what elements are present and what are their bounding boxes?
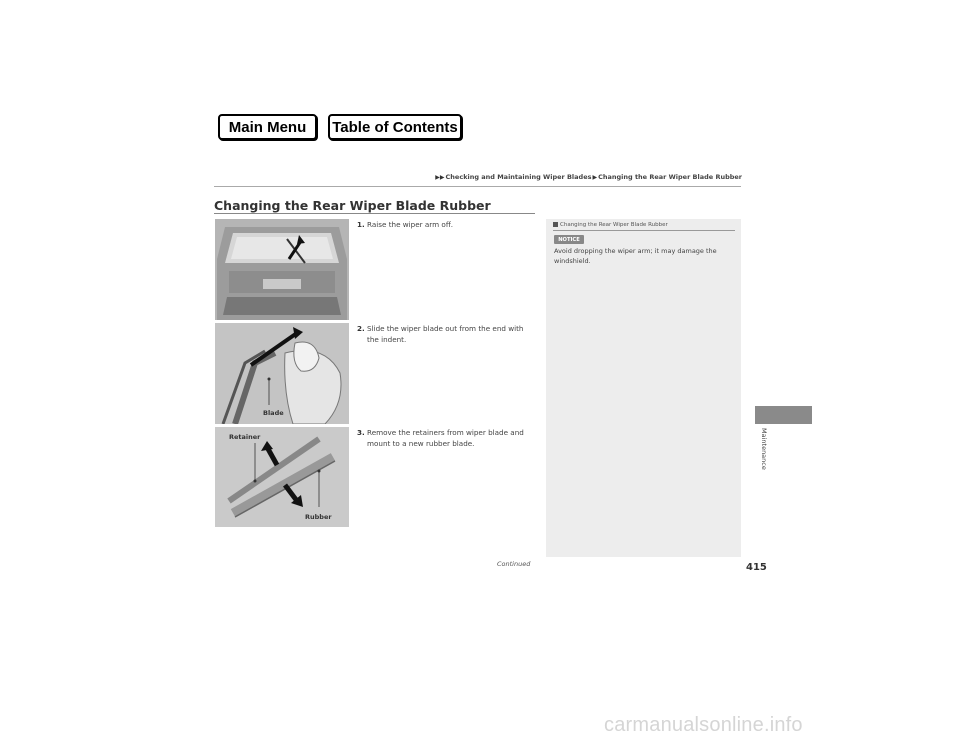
step-2 [357, 323, 542, 345]
side-note-heading [553, 222, 668, 228]
step-text: Remove the retainers from wiper blade and [367, 428, 524, 437]
step-text: Slide the wiper blade out from the end with [367, 324, 524, 333]
step-number: 3. [357, 428, 365, 437]
title-divider [214, 213, 535, 214]
breadcrumb-arrow-icon: ▶▶ [435, 174, 445, 181]
step-number: 2. [357, 324, 365, 333]
retainer-label: Retainer [229, 433, 261, 441]
rear-wiper-photo [215, 219, 349, 320]
breadcrumb-current: Changing the Rear Wiper Blade Rubber [598, 173, 742, 181]
step-1 [357, 219, 542, 230]
notice-badge: NOTICE [554, 235, 584, 244]
section-tab-label: Maintenance [760, 428, 768, 470]
breadcrumb-link-wiper-blades[interactable]: Checking and Maintaining Wiper Blades [445, 173, 592, 181]
header-divider [214, 186, 741, 187]
breadcrumb-arrow-icon: ▶ [592, 174, 598, 181]
side-note-heading-text: Changing the Rear Wiper Blade Rubber [560, 222, 668, 228]
side-note-divider [553, 230, 735, 231]
main-menu-button[interactable]: Main Menu [218, 114, 317, 140]
step-text: Raise the wiper arm off. [367, 220, 454, 229]
side-note-text: Avoid dropping the wiper arm; it may damage the windshield. [554, 247, 717, 265]
step-number: 1. [357, 220, 365, 229]
retainer-rubber-photo [215, 427, 349, 527]
table-of-contents-button[interactable]: Table of Contents [328, 114, 462, 140]
breadcrumb [434, 173, 742, 181]
step-3 [357, 427, 542, 449]
section-tab[interactable] [755, 406, 812, 424]
side-note-panel [546, 219, 741, 557]
rubber-label: Rubber [305, 513, 332, 521]
continued-label: Continued [497, 560, 531, 568]
slide-blade-photo [215, 323, 349, 424]
step-text-continued: mount to a new rubber blade. [367, 439, 475, 448]
watermark: carmanualsonline.info [604, 714, 803, 736]
step-text-continued: the indent. [367, 335, 407, 344]
note-marker-icon [553, 222, 558, 227]
page-title: Changing the Rear Wiper Blade Rubber [214, 198, 491, 213]
blade-label: Blade [263, 409, 284, 417]
page-number: 415 [746, 562, 767, 573]
